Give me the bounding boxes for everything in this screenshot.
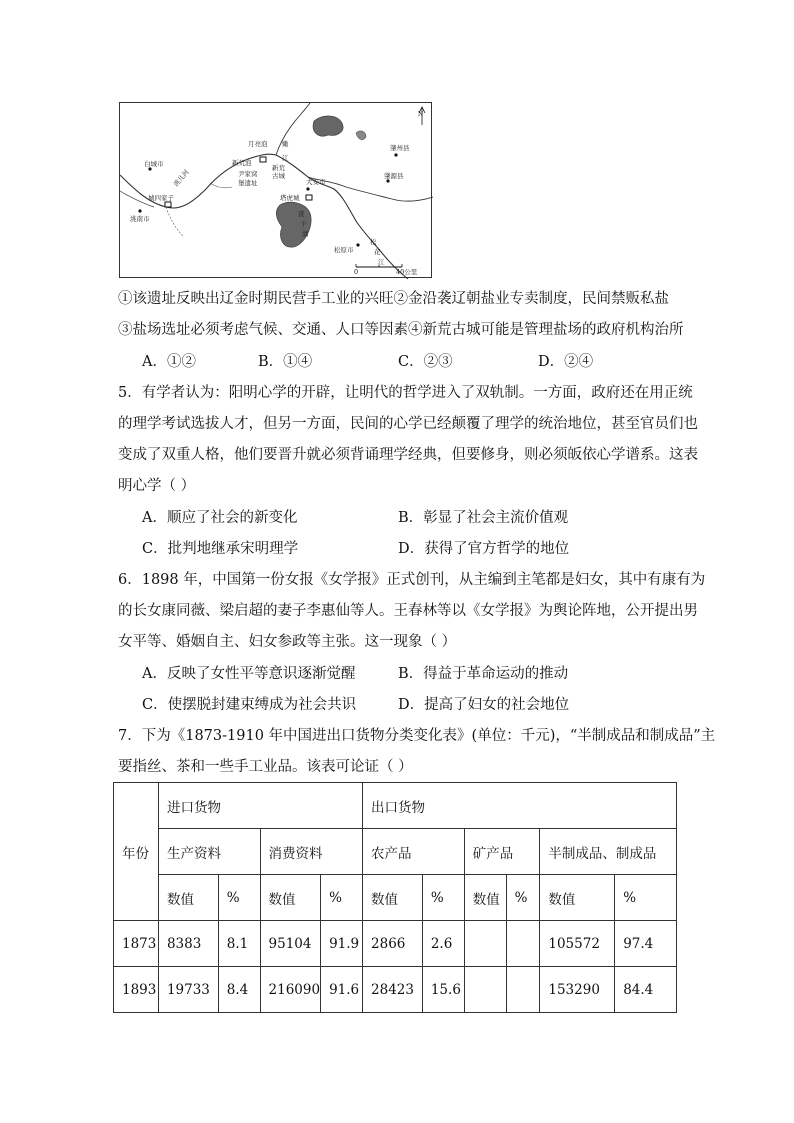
label-baicheng: 白城市 <box>144 160 164 168</box>
q6-option-a[interactable]: A．反映了女性平等意识逐渐觉醒 <box>142 666 356 682</box>
data-cell: 8.1 <box>218 921 260 967</box>
data-cell: 91.9 <box>321 921 363 967</box>
label-jiang-2: 江 <box>378 258 385 266</box>
data-cell: 8.4 <box>218 967 260 1013</box>
q4-statement-2: ③盐场选址必须考虑气候、交通、人口等因素④新荒古城可能是管理盐场的政府机构治所 <box>118 322 684 338</box>
data-cell <box>464 921 506 967</box>
q5-stem-line-1: 5．有学者认为：阳明心学的开辟，让明代的哲学进入了双轨制。一方面，政府还在用正统 <box>118 385 693 401</box>
q6-option-b[interactable]: B．得益于革命运动的推动 <box>398 666 569 682</box>
data-cell: 28423 <box>363 967 423 1013</box>
year-cell: 1873 <box>114 921 159 967</box>
data-cell <box>506 921 540 967</box>
export-header: 出口货物 <box>363 783 677 829</box>
q5-option-b[interactable]: B．彰显了社会主流价值观 <box>398 510 569 526</box>
label-chengsi: 城四家子 <box>148 194 174 202</box>
data-cell: 97.4 <box>615 921 677 967</box>
pct-label: % <box>615 875 677 921</box>
data-cell: 105572 <box>540 921 615 967</box>
label-taoer: 洮儿河 <box>172 168 191 189</box>
group-mineral: 矿产品 <box>464 829 540 875</box>
q6-stem-line-2: 的长女康同薇、梁启超的妻子李惠仙等人。王春林等以《女学报》为舆论阵地，公开提出男 <box>118 603 698 619</box>
label-song: 松 <box>370 238 377 246</box>
data-cell <box>506 967 540 1013</box>
label-chagan-3: 湖 <box>302 230 309 238</box>
data-cell: 15.6 <box>422 967 464 1013</box>
q6-stem-line-3: 女平等、婚姻自主、妇女参政等主张。这一现象（ ） <box>118 634 457 650</box>
data-cell: 153290 <box>540 967 615 1013</box>
q6-option-d[interactable]: D．提高了妇女的社会地位 <box>398 697 570 713</box>
label-jiang: 江 <box>282 154 289 162</box>
label-xinhuang-pao: 新荒泡 <box>232 159 252 167</box>
map-drawing <box>120 103 433 279</box>
data-cell: 2.6 <box>422 921 464 967</box>
pct-label: % <box>506 875 540 921</box>
data-cell: 8383 <box>158 921 218 967</box>
value-label: 数值 <box>260 875 321 921</box>
scale-forty: 40公里 <box>396 268 418 276</box>
data-cell: 19733 <box>158 967 218 1013</box>
value-label: 数值 <box>464 875 506 921</box>
table-row <box>114 921 677 967</box>
q4-option-c[interactable]: C．②③ <box>398 354 453 370</box>
q6-option-c[interactable]: C．使摆脱封建束缚成为社会共识 <box>142 697 357 713</box>
label-songyuan: 松原市 <box>334 246 354 254</box>
label-nen: 嫩 <box>282 140 289 148</box>
historical-map <box>119 102 432 278</box>
q7-stem-line-2: 要指丝、茶和一些手工业品。该表可论证（ ） <box>118 759 413 775</box>
q5-stem-line-3: 变成了双重人格，他们要晋升就必须背诵理学经典，但要修身，则必须皈依心学谱系。这表 <box>118 447 698 463</box>
group-consumer-goods: 消费资料 <box>260 829 362 875</box>
scale-zero: 0 <box>354 268 359 276</box>
import-header: 进口货物 <box>158 783 362 829</box>
label-zhaoyuan: 肇源县 <box>384 172 404 180</box>
label-daan: 大安市 <box>306 178 326 186</box>
q6-stem-line-1: 6．1898 年，中国第一份女报《女学报》正式创刊，从主编到主笔都是妇女，其中有康有为 <box>118 572 706 588</box>
label-chagan-1: 查 <box>298 210 305 218</box>
q4-option-d[interactable]: D．②④ <box>538 354 594 370</box>
label-taonan: 洮南市 <box>130 215 150 223</box>
label-chagan-2: 干 <box>300 220 307 228</box>
label-gucheng: 古城 <box>272 172 285 180</box>
data-cell: 95104 <box>260 921 321 967</box>
year-header: 年份 <box>114 783 159 921</box>
q5-stem-line-2: 的理学考试选拔人才，但另一方面，民间的心学已经颠覆了理学的统治地位，甚至官员们也 <box>118 416 698 432</box>
data-cell: 2866 <box>363 921 423 967</box>
pct-label: % <box>321 875 363 921</box>
label-yinjiawo: 尹家窝 <box>238 170 258 178</box>
trade-table <box>113 782 677 1013</box>
group-manufactured: 半制成品、制成品 <box>540 829 677 875</box>
label-hua: 花 <box>374 248 381 256</box>
table-header-row-1 <box>114 783 677 829</box>
value-label: 数值 <box>540 875 615 921</box>
table-header-row-3 <box>114 875 677 921</box>
data-cell: 216090 <box>260 967 321 1013</box>
table-header-row-2 <box>114 829 677 875</box>
label-zhaozhou: 肇州县 <box>390 144 410 152</box>
data-cell: 91.6 <box>321 967 363 1013</box>
label-xinhuang-old: 新荒 <box>272 164 285 172</box>
value-label: 数值 <box>158 875 218 921</box>
label-baoyizhi: 堡遗址 <box>238 179 258 187</box>
data-cell <box>464 967 506 1013</box>
table-row <box>114 967 677 1013</box>
q5-option-d[interactable]: D．获得了官方哲学的地位 <box>398 541 570 557</box>
data-cell: 84.4 <box>615 967 677 1013</box>
group-production-goods: 生产资料 <box>158 829 260 875</box>
pct-label: % <box>218 875 260 921</box>
q4-statement-1: ①该遗址反映出辽金时期民营手工业的兴旺②金沿袭辽朝盐业专卖制度，民间禁贩私盐 <box>118 291 669 307</box>
q4-option-b[interactable]: B．①④ <box>258 354 313 370</box>
north-arrow-label: N <box>418 111 424 118</box>
year-cell: 1893 <box>114 967 159 1013</box>
label-tahu: 塔虎城 <box>280 194 300 202</box>
group-agricultural: 农产品 <box>363 829 465 875</box>
q7-stem-line-1: 7．下为《1873-1910 年中国进出口货物分类变化表》(单位：千元)，“半制成品和制成品”主 <box>118 728 716 744</box>
label-yuehu: 月亮泡 <box>248 140 268 148</box>
q5-option-a[interactable]: A．顺应了社会的新变化 <box>142 510 298 526</box>
q5-stem-line-4: 明心学（ ） <box>118 478 196 494</box>
value-label: 数值 <box>363 875 423 921</box>
q4-option-a[interactable]: A．①② <box>142 354 196 370</box>
q5-option-c[interactable]: C．批判地继承宋明理学 <box>142 541 299 557</box>
pct-label: % <box>422 875 464 921</box>
